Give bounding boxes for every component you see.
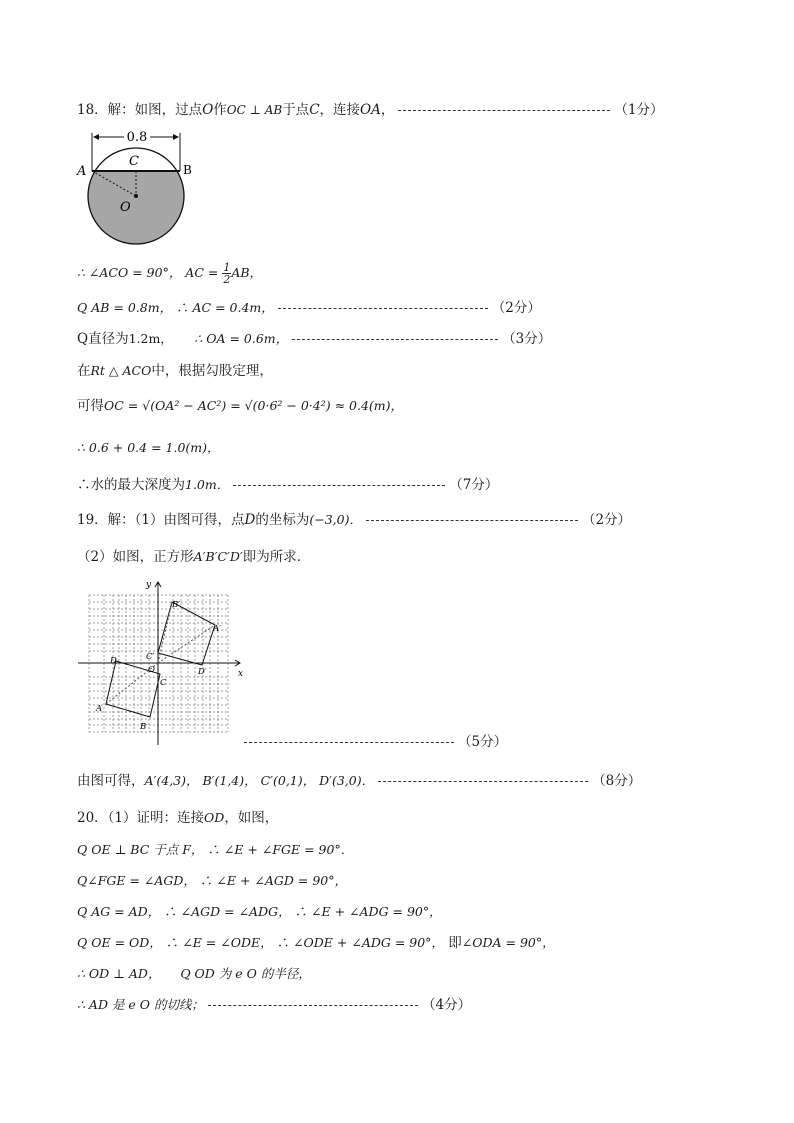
label-d1: D′ <box>198 667 207 677</box>
q18-diameter-value: 1.2m， <box>128 331 173 346</box>
q18-line8 <box>77 476 498 494</box>
q20-line5 <box>77 934 555 952</box>
fraction-half <box>222 262 231 285</box>
q18-line3 <box>77 299 541 317</box>
q19-part2: （2）如图，正方形 <box>77 549 194 565</box>
score-8: （8分） <box>592 773 642 789</box>
q20-as-fig: ，如图， <box>224 810 279 826</box>
q19-line1 <box>77 511 631 529</box>
q18-line5 <box>77 362 273 380</box>
q18-word2: 于点 <box>282 102 310 118</box>
q18-intro: 18．解：如图，过点 <box>77 102 203 118</box>
q18-comma: ， <box>380 102 395 118</box>
score-5: （5分） <box>458 734 508 750</box>
dashed-leader <box>398 110 610 111</box>
q19-coord-word: 的坐标为 <box>255 512 310 528</box>
q18-line4 <box>77 330 551 348</box>
score-4: （4分） <box>422 997 472 1013</box>
label-b: B <box>183 163 192 177</box>
circle-figure <box>72 125 202 250</box>
q18-word3: ，连接 <box>319 102 361 118</box>
q18-sum: ∴ 0.6 + 0.4 = 1.0(m)， <box>77 440 220 455</box>
q20-step3: Q AG = AD， ∴ ∠AGD = ∠ADG， ∴ ∠E + ∠ADG = 90°， <box>77 904 442 919</box>
q18-ab-value: Q AB = 0.8m， ∴ AC = 0.4m， <box>77 300 274 315</box>
q18-word: 作 <box>213 102 227 118</box>
dashed-leader <box>378 781 588 782</box>
q18-triangle: Rt △ ACO <box>90 363 152 378</box>
label-c: C <box>129 154 139 169</box>
q18-ab: AB， <box>231 265 263 280</box>
q20-radius: Q OD 为 e O 的半径， <box>180 966 311 981</box>
x-label: x <box>238 669 244 679</box>
q20-line7 <box>77 996 471 1014</box>
dashed-leader <box>366 520 578 521</box>
label-b: B <box>140 722 147 732</box>
label-a1: A′ <box>213 624 222 634</box>
q19-square: A′B′C′D′ <box>193 549 243 564</box>
q20-intro: 20．（1）证明：连接 <box>77 810 205 826</box>
score-7: （7分） <box>449 477 499 493</box>
q19-line2 <box>77 548 310 566</box>
q18-pythag: 中，根据勾股定理， <box>151 363 273 379</box>
coordinate-grid-figure <box>74 577 246 747</box>
square-a1b1c1d1 <box>158 602 215 665</box>
dashed-leader <box>292 339 498 340</box>
q19-required: 即为所求． <box>242 549 311 565</box>
q19-coords: A′(4,3)， B′(1,4)， C′(0,1)， D′(3,0)． <box>144 773 375 788</box>
rotation-line-1 <box>158 602 172 663</box>
label-o: O <box>148 665 155 675</box>
label-c: C <box>160 678 167 688</box>
frac-den: 2 <box>223 273 231 286</box>
q18-line6 <box>77 397 403 415</box>
q19-line3 <box>77 772 641 790</box>
q18-line7 <box>77 439 220 457</box>
q20-tangent: ∴ AD 是 e O 的切线； <box>77 997 205 1012</box>
q18-answer-word: ∴水的最大深度为 <box>77 477 185 493</box>
score-3: （3分） <box>502 331 552 347</box>
q20-namely: 即 <box>448 935 462 951</box>
q18-oa-value: ∴ OA = 0.6m， <box>194 331 289 346</box>
q18-perp-formula: OC ⊥ AB <box>226 103 283 117</box>
q18-line2 <box>77 262 262 285</box>
q19-coord-d: (−3,0)． <box>309 512 362 527</box>
score-2: （2分） <box>581 512 632 528</box>
point-o: O <box>202 102 214 118</box>
label-c1: C′ <box>146 652 155 662</box>
score-2: （2分） <box>491 300 541 316</box>
q20-od: OD <box>204 810 225 825</box>
q20-line6 <box>77 965 311 983</box>
q20-step4: Q OE = OD， ∴ ∠E = ∠ODE， ∴ ∠ODE + ∠ADG = 90°， <box>77 935 444 950</box>
q18-line1 <box>77 101 663 119</box>
dimension-label: 0.8 <box>126 130 148 145</box>
q20-line4 <box>77 903 442 921</box>
dashed-leader <box>208 1005 418 1006</box>
center-dot <box>134 194 138 198</box>
point-c: C <box>309 102 320 118</box>
q18-oc-formula: OC = √(OA² − AC²) = √(0·6² − 0·4²) ≈ 0.4(m)， <box>104 398 404 413</box>
point-d: D <box>244 512 256 528</box>
q19-obtain: 由图可得， <box>77 773 145 789</box>
frac-num: 1 <box>223 261 231 274</box>
q20-step2: Q∠FGE = ∠AGD， ∴ ∠E + ∠AGD = 90°， <box>77 873 347 888</box>
q18-angle-aco: ∴ ∠ACO = 90°， AC = <box>77 265 219 280</box>
q18-in: 在 <box>77 363 91 379</box>
label-b1: B′ <box>172 600 181 610</box>
label-d: D <box>110 656 117 666</box>
q20-perp: ∴ OD ⊥ AD， <box>77 966 161 981</box>
dashed-leader <box>244 742 454 743</box>
segment-oa: OA <box>360 102 381 118</box>
label-o: O <box>120 200 131 215</box>
label-a: A <box>96 704 103 714</box>
q19-intro: 19．解：（1）由图可得，点 <box>77 512 245 528</box>
q18-obtain: 可得 <box>77 398 104 414</box>
q18-diameter-word: Q直径为 <box>77 331 129 347</box>
q20-line2 <box>77 841 353 859</box>
q18-answer-value: 1.0m． <box>185 477 230 492</box>
dashed-leader <box>233 485 445 486</box>
score-1: （1分） <box>614 102 664 118</box>
q20-oda: ∠ODA = 90°， <box>461 935 555 950</box>
q20-line1 <box>77 809 278 827</box>
q20-step1: Q OE ⊥ BC 于点 F， ∴ ∠E + ∠FGE = 90°． <box>77 842 354 857</box>
y-label: y <box>146 580 152 590</box>
q20-line3 <box>77 872 347 890</box>
q19-score5-line <box>240 733 507 751</box>
label-a: A <box>77 164 87 179</box>
dashed-leader <box>278 308 488 309</box>
